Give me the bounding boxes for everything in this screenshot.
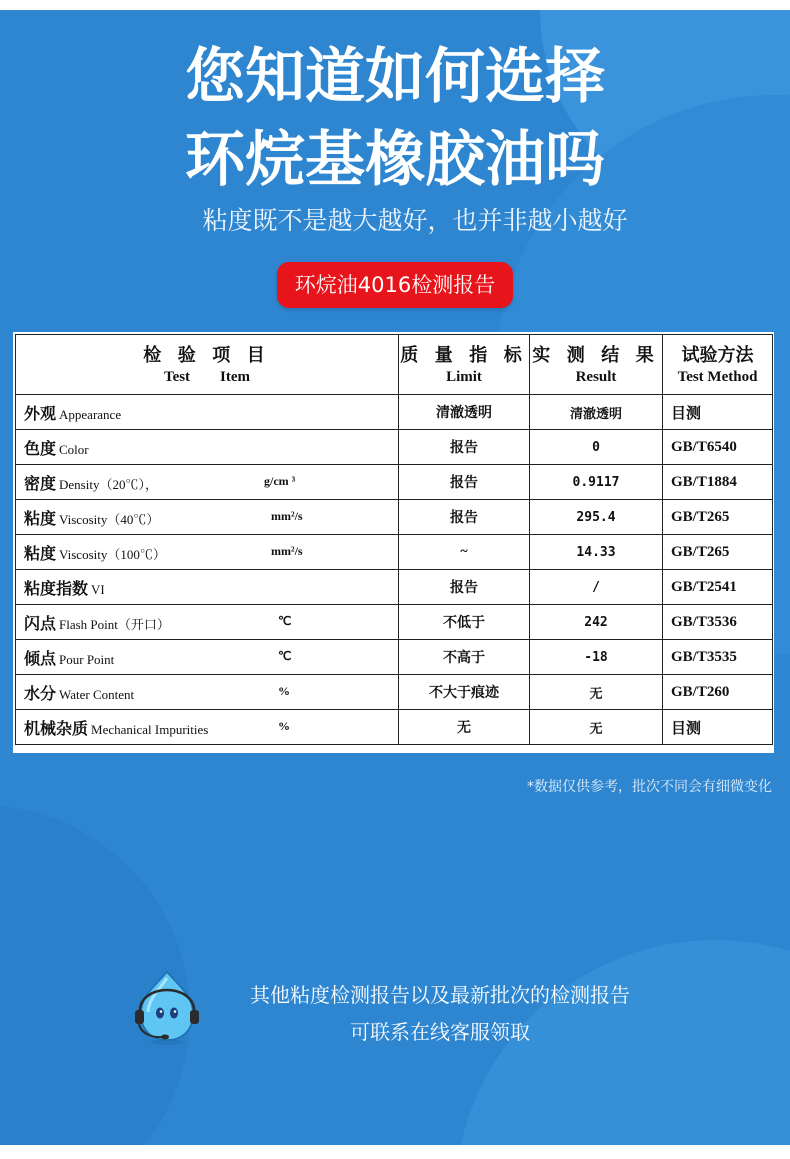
cell-test-item: [16, 570, 399, 605]
table-header-row: [16, 335, 773, 395]
headline-line-2: 环烷基橡胶油吗: [185, 125, 605, 195]
cell-test-item: [16, 465, 399, 500]
cell-limit: 报告: [399, 465, 530, 500]
item-name-cn: 粘度: [24, 545, 57, 563]
customer-service-mascot-icon: [133, 968, 201, 1048]
table-row: [16, 395, 773, 430]
cell-test-item: [16, 640, 399, 675]
header-en: Result: [575, 368, 617, 385]
item-name-cn: 水分: [24, 685, 57, 703]
item-name-en: Density（20℃），: [59, 476, 158, 492]
item-unit: mm²/s: [271, 544, 303, 558]
table-row: [16, 430, 773, 465]
cell-limit: 不高于: [399, 640, 530, 675]
item-name-cn: 密度: [24, 475, 57, 493]
cell-result: 0.9117: [530, 465, 663, 500]
item-name-en: Pour Point: [59, 651, 115, 667]
cell-limit: 清澈透明: [399, 395, 530, 430]
cell-limit: 不低于: [399, 605, 530, 640]
cell-method: 目测: [663, 710, 773, 745]
table-row: [16, 535, 773, 570]
cell-test-item: [16, 605, 399, 640]
item-name-en: Viscosity（40℃）: [59, 511, 160, 527]
report-badge: 环烷油4016检测报告: [277, 262, 513, 308]
disclaimer-note: *数据仅供参考，批次不同会有细微变化: [527, 779, 772, 795]
item-unit: %: [278, 719, 290, 733]
contact-text-line-1: 其他粘度检测报告以及最新批次的检测报告: [250, 983, 630, 1007]
cell-result: 无: [530, 675, 663, 710]
item-name-en: Flash Point（开口）: [59, 616, 170, 632]
cell-limit: 无: [399, 710, 530, 745]
item-name-cn: 粘度: [24, 510, 57, 528]
item-name-cn: 色度: [24, 440, 57, 458]
item-unit: ℃: [278, 614, 292, 628]
item-name-en: VI: [91, 581, 105, 597]
item-name-cn: 粘度指数: [24, 580, 89, 598]
item-name-cn: 倾点: [24, 650, 57, 668]
cell-method: GB/T2541: [663, 570, 773, 605]
table-row: [16, 710, 773, 745]
header-limit: [399, 335, 530, 395]
cell-method: GB/T260: [663, 675, 773, 710]
cell-limit: 报告: [399, 500, 530, 535]
cell-method: GB/T265: [663, 535, 773, 570]
item-name-en: Appearance: [59, 406, 122, 422]
header-en: Test Method: [677, 368, 758, 385]
item-name-cn: 外观: [24, 405, 57, 423]
cell-result: 清澈透明: [530, 395, 663, 430]
cell-result: -18: [530, 640, 663, 675]
cell-test-item: [16, 395, 399, 430]
headline-line-1: 您知道如何选择: [185, 42, 605, 112]
item-name-cn: 闪点: [24, 615, 57, 633]
header-test-item: [16, 335, 399, 395]
table-row: [16, 465, 773, 500]
header-en: Test Item: [163, 368, 251, 385]
item-name-en: Water Content: [59, 686, 135, 702]
item-name-en: Viscosity（100℃）: [59, 546, 166, 562]
cell-test-item: [16, 430, 399, 465]
header-cn: 实 测 结 果: [532, 344, 660, 365]
item-name-en: Color: [59, 441, 89, 457]
item-unit: g/cm ³: [264, 474, 296, 488]
cell-test-item: [16, 710, 399, 745]
cell-method: GB/T265: [663, 500, 773, 535]
cell-result: /: [530, 570, 663, 605]
cell-limit: 不大于痕迹: [399, 675, 530, 710]
table-row: [16, 500, 773, 535]
item-name-en: Mechanical Impurities: [91, 721, 209, 737]
table-row: [16, 675, 773, 710]
table-row: [16, 605, 773, 640]
contact-text-line-2: 可联系在线客服领取: [350, 1020, 530, 1044]
header-cn: 质 量 指 标: [400, 344, 528, 365]
header-method: [663, 335, 773, 395]
header-cn: 检 验 项 目: [143, 344, 271, 365]
header-cn: 试验方法: [681, 344, 754, 365]
cell-method: GB/T3536: [663, 605, 773, 640]
cell-result: 242: [530, 605, 663, 640]
cell-test-item: [16, 500, 399, 535]
cell-method: GB/T3535: [663, 640, 773, 675]
subtitle: 粘度既不是越大越好，也并非越小越好: [202, 206, 628, 235]
header-result: [530, 335, 663, 395]
cell-result: 295.4: [530, 500, 663, 535]
item-unit: %: [278, 684, 290, 698]
cell-result: 14.33: [530, 535, 663, 570]
table-row: [16, 570, 773, 605]
item-unit: mm²/s: [271, 509, 303, 523]
cell-method: GB/T1884: [663, 465, 773, 500]
cell-test-item: [16, 675, 399, 710]
header-en: Limit: [446, 368, 482, 385]
cell-result: 无: [530, 710, 663, 745]
cell-limit: ~: [399, 535, 530, 570]
cell-limit: 报告: [399, 430, 530, 465]
cell-test-item: [16, 535, 399, 570]
cell-method: GB/T6540: [663, 430, 773, 465]
cell-method: 目测: [663, 395, 773, 430]
item-name-cn: 机械杂质: [24, 720, 89, 738]
test-report-table: [13, 332, 774, 753]
item-unit: ℃: [278, 649, 292, 663]
cell-result: 0: [530, 430, 663, 465]
table-row: [16, 640, 773, 675]
cell-limit: 报告: [399, 570, 530, 605]
